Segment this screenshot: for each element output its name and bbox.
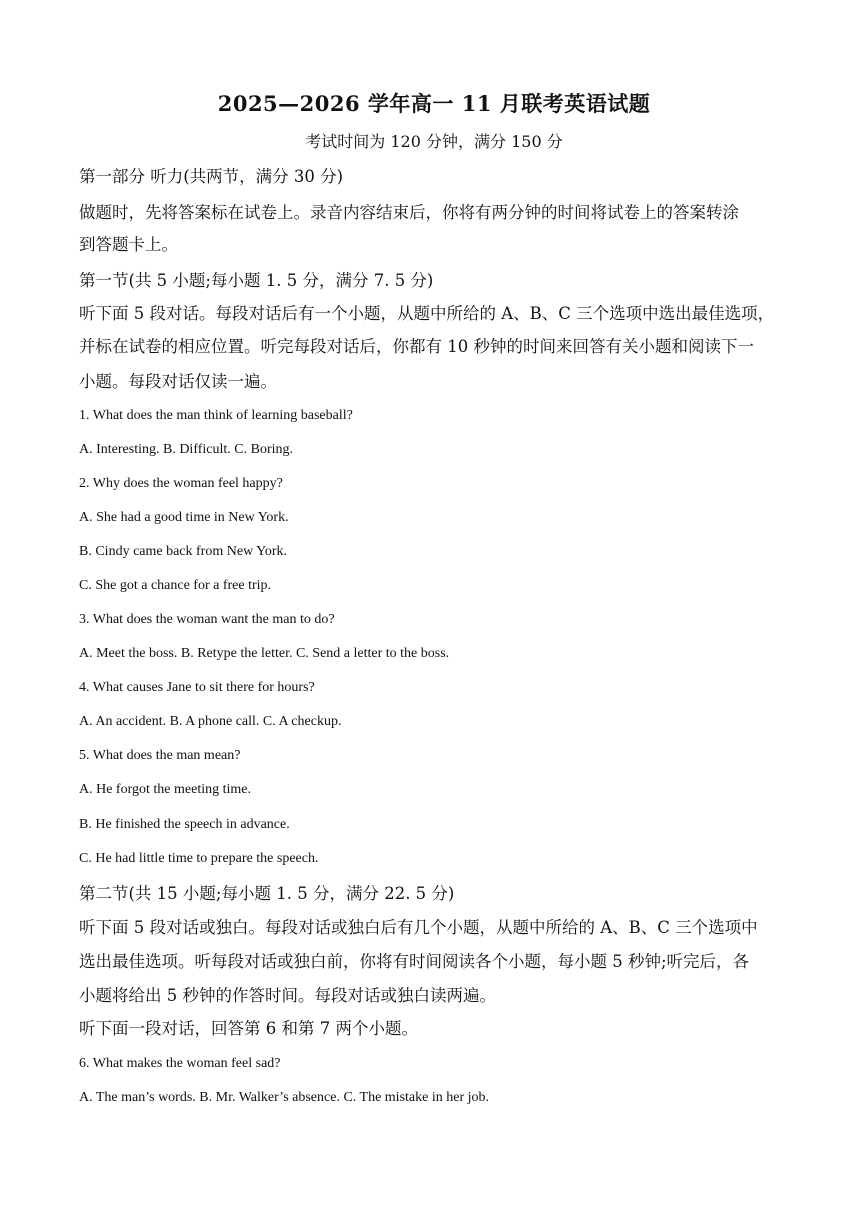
question-5-option-a: A. He forgot the meeting time.: [79, 782, 251, 797]
section1-instruction-line: 听下面 5 段对话。每段对话后有一个小题，从题中所给的 A、B、C 三个选项中选出最佳选项，: [79, 304, 775, 323]
part1-heading: 第一部分 听力(共两节，满分 30 分): [79, 167, 344, 186]
question-6-options: A. The man’s words. B. Mr. Walker’s absence. C. The mistake in her job.: [79, 1090, 489, 1105]
exam-subtitle: 考试时间为 120 分钟，满分 150 分: [305, 132, 563, 151]
question-2-option-c: C. She got a chance for a free trip.: [79, 578, 272, 593]
section2-heading: 第二节(共 15 小题;每小题 1. 5 分，满分 22. 5 分): [79, 884, 455, 903]
question-6: 6. What makes the woman feel sad?: [79, 1056, 281, 1071]
part1-instruction-line: 到答题卡上。: [79, 235, 178, 254]
question-4-options: A. An accident. B. A phone call. C. A checkup.: [79, 714, 342, 729]
question-5-option-c: C. He had little time to prepare the speech.: [79, 851, 319, 866]
exam-title: 2025—2026 学年高一 11 月联考英语试题: [217, 91, 651, 116]
section2-instruction-line: 选出最佳选项。听每段对话或独白前，你将有时间阅读各个小题，每小题 5 秒钟;听完后，各: [79, 952, 750, 971]
question-3-options: A. Meet the boss. B. Retype the letter. C. Send a letter to the boss.: [79, 646, 450, 661]
section1-heading: 第一节(共 5 小题;每小题 1. 5 分，满分 7. 5 分): [79, 271, 434, 290]
part1-instruction-line: 做题时，先将答案标在试卷上。录音内容结束后，你将有两分钟的时间将试卷上的答案转涂: [79, 203, 739, 222]
question-2-option-b: B. Cindy came back from New York.: [79, 544, 288, 559]
section2-instruction-line: 小题将给出 5 秒钟的作答时间。每段对话或独白读两遍。: [79, 986, 496, 1005]
question-5: 5. What does the man mean?: [79, 748, 241, 763]
question-2: 2. Why does the woman feel happy?: [79, 476, 283, 491]
question-1: 1. What does the man think of learning baseball?: [79, 408, 353, 423]
section2-instruction-line: 听下面 5 段对话或独白。每段对话或独白后有几个小题，从题中所给的 A、B、C 三个选项中: [79, 918, 758, 937]
section1-instruction-line: 小题。每段对话仅读一遍。: [79, 372, 277, 391]
section1-instruction-line: 并标在试卷的相应位置。听完每段对话后，你都有 10 秒钟的时间来回答有关小题和阅读下一: [79, 337, 754, 356]
question-1-options: A. Interesting. B. Difficult. C. Boring.: [79, 442, 293, 457]
question-3: 3. What does the woman want the man to do?: [79, 612, 335, 627]
question-5-option-b: B. He finished the speech in advance.: [79, 817, 290, 832]
question-2-option-a: A. She had a good time in New York.: [79, 510, 289, 525]
question-4: 4. What causes Jane to sit there for hours?: [79, 680, 315, 695]
section2-instruction-line: 听下面一段对话，回答第 6 和第 7 两个小题。: [79, 1019, 418, 1038]
